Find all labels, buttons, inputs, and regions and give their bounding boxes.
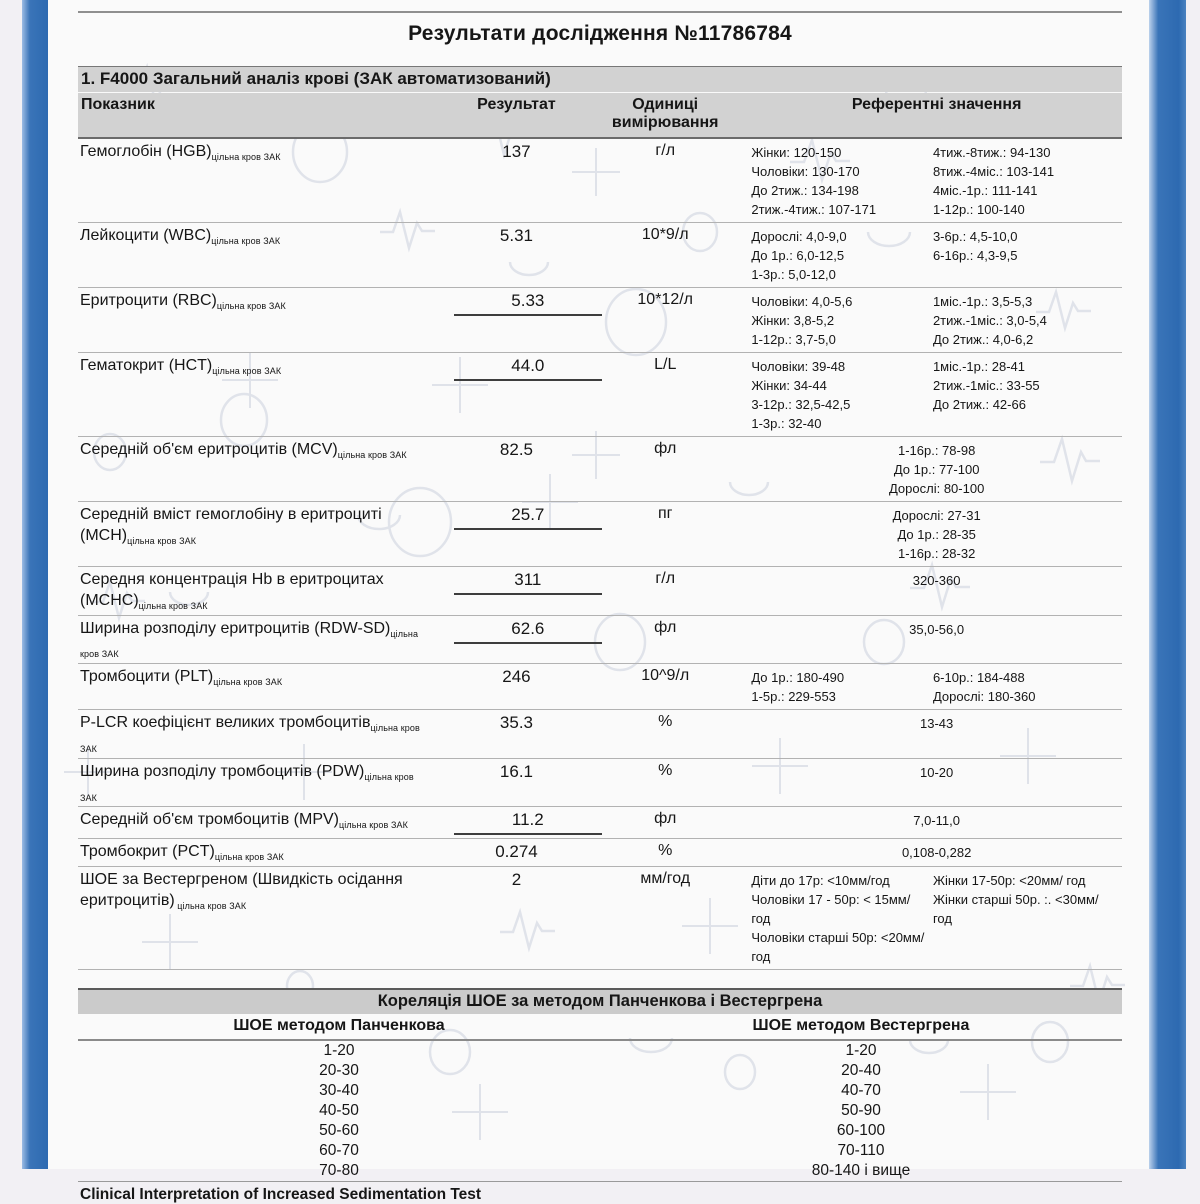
parameter-name — [78, 618, 454, 661]
reference-values — [751, 504, 1122, 563]
reference-columns — [751, 143, 1122, 219]
reference-line: 0,108-0,282 — [901, 845, 972, 861]
reference-line: Діти до 17р: <10мм/год — [751, 873, 890, 889]
parameter-row — [78, 139, 1122, 223]
reference-line: Дорослі: 27-31 — [892, 508, 981, 523]
column-header-result: Результат — [477, 96, 556, 113]
reference-line: 1-3р.: 32-40 — [751, 416, 822, 431]
reference-column-1 — [751, 668, 933, 706]
result-value — [454, 712, 579, 755]
westergren-value: 60-100 — [836, 1122, 886, 1140]
correlation-column-headers — [78, 1014, 1122, 1041]
parameter-label: Тромбокрит (PCT) — [80, 843, 215, 861]
footer-note: Clinical Interpretation of Increased Sedimentation Test — [80, 1186, 482, 1204]
reference-line: До 1р.: 77-100 — [893, 462, 980, 477]
reference-column-2 — [933, 143, 1122, 219]
result-value — [454, 439, 579, 498]
panchenkov-value: 40-50 — [319, 1102, 359, 1120]
sample-type-note: цільна кров ЗАК — [174, 900, 247, 911]
correlation-table — [78, 988, 1122, 1182]
parameter-label: Лейкоцити (WBC) — [80, 227, 212, 244]
unit-value: г/л — [655, 570, 676, 587]
sample-type-note: цільна кров ЗАК — [212, 366, 282, 376]
unit-value: % — [658, 713, 673, 731]
table-column-headers — [78, 93, 1122, 139]
result-value — [454, 141, 579, 219]
panchenkov-value: 1-20 — [323, 1042, 355, 1060]
parameter-name — [78, 809, 454, 835]
parameter-label: Середній об'єм тромбоцитів (MPV) — [80, 811, 339, 829]
correlation-row — [78, 1141, 1122, 1161]
correlation-title: Кореляція ШОЕ за методом Панченкова і Вестергрена — [78, 988, 1122, 1014]
parameter-label: Ширина розподілу еритроцитів (RDW-SD) — [80, 619, 391, 637]
reference-values — [751, 141, 1122, 219]
sample-type-note: цільна кров ЗАК — [337, 450, 407, 460]
reference-line: 1-12р.: 100-140 — [932, 202, 1025, 217]
unit-value: % — [658, 761, 673, 779]
unit-value: г/л — [655, 142, 676, 159]
reference-line: 3-12р.: 32,5-42,5 — [751, 397, 851, 412]
reference-line: Жінки: 34-44 — [751, 378, 827, 393]
parameter-name — [78, 225, 454, 284]
reference-values — [751, 869, 1122, 966]
result-value — [454, 841, 579, 863]
reference-line: До 1р.: 180-490 — [751, 670, 845, 686]
result-number: 5.33 — [454, 291, 602, 316]
reference-line: 2тиж.-1міс.: 3,0-5,4 — [932, 313, 1047, 328]
result-number: 25.7 — [454, 505, 602, 530]
reference-values — [751, 355, 1122, 433]
sample-type-note: цільна кров ЗАК — [80, 771, 414, 803]
result-value — [454, 666, 579, 706]
unit-value: пг — [657, 505, 673, 522]
right-blue-border — [1149, 0, 1186, 1169]
parameter-label: Середній об'єм еритроцитів (MCV) — [80, 441, 338, 458]
correlation-row — [78, 1061, 1122, 1081]
sample-type-note: цільна кров ЗАК — [80, 723, 420, 754]
reference-line: Чоловіки: 39-48 — [751, 359, 846, 374]
reference-values — [751, 439, 1122, 498]
reference-line: До 2тиж.: 4,0-6,2 — [932, 332, 1034, 347]
column-header-indicator: Показник — [81, 96, 155, 113]
result-value — [454, 290, 579, 349]
sample-type-note: цільна кров ЗАК — [127, 535, 197, 546]
parameter-name — [78, 761, 454, 804]
parameter-name — [78, 141, 454, 219]
parameter-label: Тромбоцити (PLT) — [80, 668, 214, 686]
panchenkov-value: 60-70 — [319, 1142, 359, 1160]
reference-line: До 2тиж.: 134-198 — [751, 183, 859, 198]
reference-values — [751, 712, 1122, 755]
westergren-value: 80-140 і вище — [811, 1162, 911, 1180]
correlation-row — [78, 1041, 1122, 1061]
reference-line: 4міс.-1р.: 111-141 — [932, 183, 1038, 198]
unit-value: фл — [654, 810, 677, 828]
correlation-row — [78, 1081, 1122, 1101]
reference-values — [751, 290, 1122, 349]
parameter-name — [78, 841, 454, 863]
reference-line: 10-20 — [920, 764, 954, 780]
result-value — [454, 225, 579, 284]
reference-line: До 1р.: 6,0-12,5 — [751, 248, 845, 263]
result-number: 311 — [454, 570, 602, 595]
reference-values — [751, 666, 1122, 706]
parameter-row — [78, 664, 1122, 710]
column-header-reference: Референтні значення — [851, 96, 1022, 113]
parameter-row — [78, 353, 1122, 437]
correlation-row — [78, 1121, 1122, 1141]
parameter-row — [78, 839, 1122, 867]
parameter-name — [78, 290, 454, 349]
result-number: 246 — [502, 667, 531, 687]
reference-line: Жінки 17-50р: <20мм/ год — [932, 873, 1086, 889]
result-number: 44.0 — [454, 356, 602, 381]
report-title: Результати дослідження №11786784 — [408, 22, 792, 45]
panchenkov-value: 20-30 — [319, 1062, 359, 1080]
parameter-row — [78, 288, 1122, 353]
parameter-label: ШОЕ за Вестергреном (Швидкість осідання еритроцитів) — [80, 871, 403, 909]
correlation-table-body — [78, 1041, 1122, 1181]
result-value — [454, 569, 579, 612]
reference-columns — [751, 357, 1122, 433]
section-title: 1. F4000 Загальний аналіз крові (ЗАК автоматизований) — [78, 66, 1122, 92]
reference-column-2 — [933, 292, 1122, 349]
parameter-name — [78, 355, 454, 433]
correlation-header-westergren: ШОЕ методом Вестергрена — [752, 1017, 970, 1035]
reference-line: 2тиж.-1міс.: 33-55 — [932, 378, 1040, 393]
lab-report-document — [78, 11, 1122, 1204]
reference-column-1 — [751, 871, 933, 966]
result-value — [454, 809, 579, 835]
reference-column-1 — [751, 357, 933, 433]
result-number: 16.1 — [499, 761, 533, 781]
reference-line: До 2тиж.: 42-66 — [932, 397, 1026, 412]
sample-type-note: цільна кров ЗАК — [339, 820, 408, 831]
panchenkov-value: 50-60 — [319, 1122, 359, 1140]
reference-values — [751, 841, 1122, 863]
westergren-value: 1-20 — [845, 1042, 877, 1060]
unit-value: 10*9/л — [641, 226, 689, 243]
reference-columns — [751, 227, 1122, 284]
reference-line: Жінки: 3,8-5,2 — [751, 313, 835, 328]
result-number: 5.31 — [499, 226, 533, 245]
reference-columns — [751, 668, 1122, 706]
unit-value: % — [658, 842, 673, 860]
reference-line: 1-16р.: 28-32 — [897, 546, 976, 561]
parameter-name — [78, 869, 454, 966]
parameter-name — [78, 569, 454, 612]
sample-type-note: цільна кров ЗАК — [213, 677, 283, 688]
reference-line: 7,0-11,0 — [913, 813, 961, 829]
result-value — [454, 869, 579, 966]
reference-line: Чоловіки старші 50р: <20мм/год — [751, 930, 925, 965]
westergren-value: 50-90 — [841, 1102, 881, 1120]
parameter-label: P-LCR коефіцієнт великих тромбоцитів — [80, 714, 371, 732]
sample-type-note: цільна кров ЗАК — [211, 152, 281, 162]
result-value — [454, 355, 579, 433]
parameter-row — [78, 867, 1122, 970]
parameter-label: Еритроцити (RBC) — [80, 292, 217, 309]
correlation-header-panchenkov: ШОЕ методом Панченкова — [233, 1017, 445, 1035]
reference-column-1 — [751, 227, 933, 284]
reference-values — [751, 809, 1122, 835]
parameter-row — [78, 759, 1122, 808]
column-header-units: Одиниці вимірювання — [611, 96, 719, 131]
left-blue-border — [22, 0, 48, 1169]
result-value — [454, 761, 579, 804]
unit-value: 10^9/л — [641, 667, 690, 685]
reference-line: 1-3р.: 5,0-12,0 — [751, 267, 836, 282]
reference-column-1 — [751, 292, 933, 349]
westergren-value: 20-40 — [841, 1062, 881, 1080]
reference-line: Дорослі: 180-360 — [932, 689, 1036, 705]
parameter-name — [78, 666, 454, 706]
reference-line: Дорослі: 80-100 — [888, 481, 985, 496]
reference-line: 4тиж.-8тиж.: 94-130 — [932, 145, 1051, 160]
correlation-row — [78, 1101, 1122, 1121]
reference-column-1 — [751, 143, 933, 219]
unit-value: мм/год — [640, 870, 691, 888]
result-number: 35.3 — [499, 713, 533, 733]
reference-line: 1-5р.: 229-553 — [751, 689, 836, 705]
reference-line: Чоловіки: 4,0-5,6 — [751, 294, 853, 309]
parameter-name — [78, 504, 454, 563]
result-number: 82.5 — [499, 440, 533, 459]
reference-line: Чоловіки: 130-170 — [751, 164, 860, 179]
reference-line: 1-16р.: 78-98 — [897, 443, 976, 458]
reference-line: 1міс.-1р.: 28-41 — [932, 359, 1025, 374]
reference-column-2 — [933, 227, 1122, 284]
result-value — [454, 504, 579, 563]
reference-line: До 1р.: 28-35 — [897, 527, 976, 542]
parameters-table-body — [78, 139, 1122, 970]
reference-line: 320-360 — [912, 573, 961, 588]
report-page — [48, 0, 1149, 1204]
reference-line: 3-6р.: 4,5-10,0 — [932, 229, 1018, 244]
reference-columns — [751, 871, 1122, 966]
reference-column-2 — [933, 357, 1122, 433]
parameter-row — [78, 807, 1122, 839]
sample-type-note: цільна кров ЗАК — [80, 628, 419, 660]
reference-values — [751, 618, 1122, 661]
result-number: 11.2 — [454, 810, 602, 835]
parameter-name — [78, 439, 454, 498]
reference-line: 2тиж.-4тиж.: 107-171 — [751, 202, 877, 217]
reference-line: Дорослі: 4,0-9,0 — [751, 229, 847, 244]
reference-line: 35,0-56,0 — [909, 621, 965, 637]
parameter-label: Ширина розподілу тромбоцитів (PDW) — [80, 762, 365, 780]
westergren-value: 40-70 — [841, 1082, 881, 1100]
sample-type-note: цільна кров ЗАК — [214, 852, 284, 863]
westergren-value: 70-110 — [837, 1142, 885, 1160]
reference-line: 1-12р.: 3,7-5,0 — [751, 332, 836, 347]
parameter-row — [78, 502, 1122, 567]
reference-columns — [751, 292, 1122, 349]
parameter-label: Гемоглобін (HGB) — [80, 143, 212, 160]
reference-line: 1міс.-1р.: 3,5-5,3 — [932, 294, 1033, 309]
parameter-label: Середній вміст гемоглобіну в еритроциті (MCH) — [80, 506, 382, 544]
result-number: 62.6 — [454, 619, 602, 644]
unit-value: фл — [654, 618, 677, 636]
parameter-label: Гематокрит (HCT) — [80, 357, 213, 374]
reference-line: 6-10р.: 184-488 — [932, 670, 1025, 686]
reference-line: 13-43 — [920, 716, 954, 732]
reference-column-2 — [933, 668, 1122, 706]
result-number: 2 — [511, 870, 522, 890]
sample-type-note: цільна кров ЗАК — [211, 236, 281, 246]
parameter-row — [78, 437, 1122, 502]
unit-value: 10*12/л — [637, 291, 694, 308]
parameter-row — [78, 616, 1122, 665]
parameter-row — [78, 223, 1122, 288]
reference-values — [751, 569, 1122, 612]
reference-values — [751, 225, 1122, 284]
correlation-row — [78, 1161, 1122, 1181]
reference-column-2 — [933, 871, 1122, 966]
parameter-row — [78, 710, 1122, 759]
reference-line: Жінки старші 50р. :. <30мм/год — [932, 892, 1099, 927]
reference-line: Чоловіки 17 - 50р: < 15мм/год — [751, 892, 911, 927]
reference-line: 6-16р.: 4,3-9,5 — [932, 248, 1018, 263]
result-value — [454, 618, 579, 661]
sample-type-note: цільна кров ЗАК — [216, 301, 286, 311]
reference-line: 8тиж.-4міс.: 103-141 — [932, 164, 1055, 179]
sample-type-note: цільна кров ЗАК — [138, 600, 208, 611]
parameter-name — [78, 712, 454, 755]
unit-value: L/L — [654, 356, 677, 373]
parameter-label: Середня концентрація Hb в еритроцитах (MCHC) — [80, 571, 384, 609]
unit-value: фл — [654, 440, 677, 457]
reference-values — [751, 761, 1122, 804]
panchenkov-value: 70-80 — [319, 1162, 359, 1180]
reference-line: Жінки: 120-150 — [751, 145, 842, 160]
parameter-row — [78, 567, 1122, 616]
result-number: 0.274 — [495, 842, 538, 862]
panchenkov-value: 30-40 — [319, 1082, 359, 1100]
result-number: 137 — [502, 142, 531, 161]
